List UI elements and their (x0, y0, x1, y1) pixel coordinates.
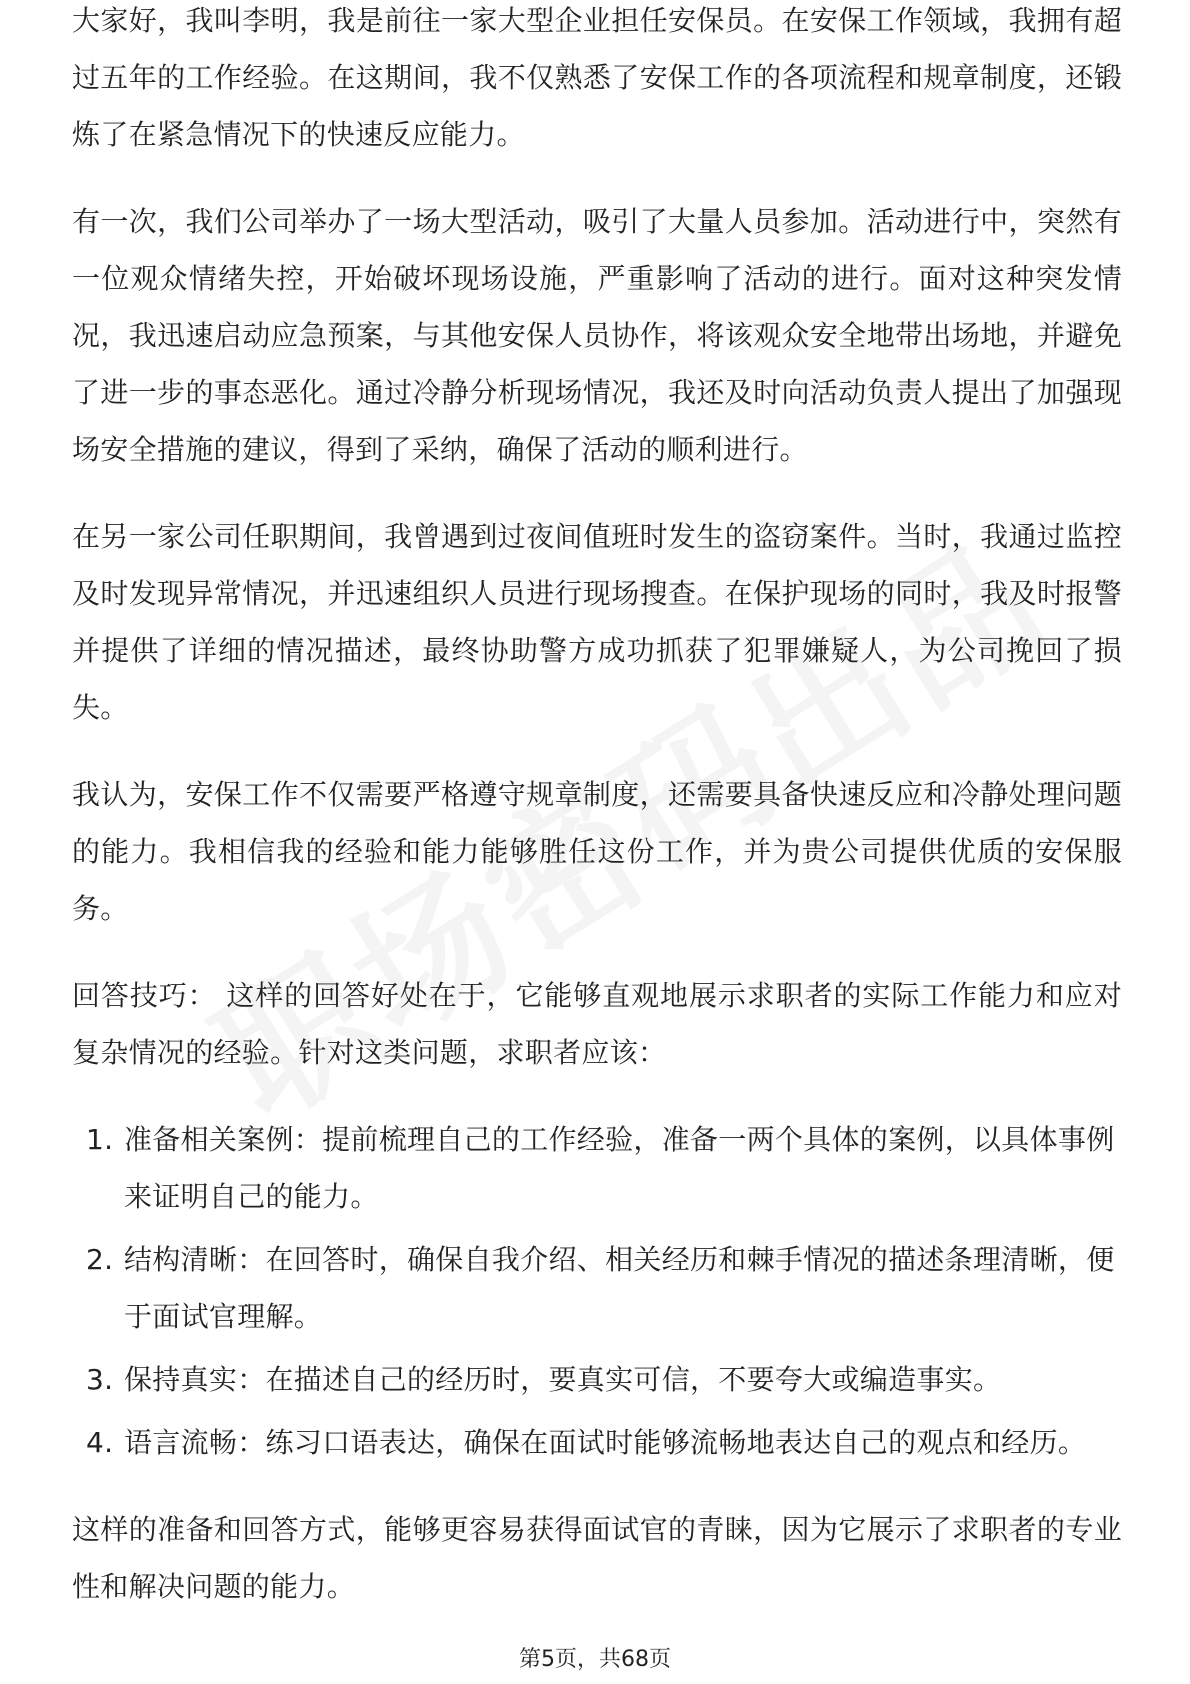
paragraph-answer-tips: 回答技巧： 这样的回答好处在于，它能够直观地展示求职者的实际工作能力和应对复杂情况的经验。针对这类问题，求职者应该： (72, 979, 1122, 1069)
list-item-text: 准备相关案例：提前梳理自己的工作经验，准备一两个具体的案例，以具体事例来证明自己的能力。 (124, 1123, 1115, 1213)
paragraph-intro: 大家好，我叫李明，我是前往一家大型企业担任安保员。在安保工作领域，我拥有超过五年的工作经验。在这期间，我不仅熟悉了安保工作的各项流程和规章制度，还锻炼了在紧急情况下的快速反应能力。 (72, 4, 1122, 151)
tips-list (72, 1111, 1122, 1471)
list-item-number: 4. (86, 1426, 114, 1459)
paragraph-closing: 这样的准备和回答方式，能够更容易获得面试官的青睐，因为它展示了求职者的专业性和解决问题的能力。 (72, 1513, 1122, 1603)
page-number-footer: 第5页，共68页 (519, 1647, 671, 1672)
list-item-text: 保持真实：在描述自己的经历时，要真实可信，不要夸大或编造事实。 (124, 1363, 1002, 1396)
list-item-text: 语言流畅：练习口语表达，确保在面试时能够流畅地表达自己的观点和经历。 (124, 1426, 1087, 1459)
list-item (72, 1351, 1122, 1408)
list-item-number: 2. (86, 1243, 114, 1276)
list-item-number: 1. (86, 1123, 114, 1156)
paragraph-event-incident: 有一次，我们公司举办了一场大型活动，吸引了大量人员参加。活动进行中，突然有一位观众情绪失控，开始破坏现场设施，严重影响了活动的进行。面对这种突发情况，我迅速启动应急预案，与其他安保人员协作，将该观众安全地带出场地，并避免了进一步的事态恶化。通过冷静分析现场情况，我还及时向活动负责人提出了加强现场安全措施的建议，得到了采纳，确保了活动的顺利进行。 (72, 205, 1122, 466)
list-item (72, 1111, 1122, 1225)
document-body (72, 4, 1122, 1645)
paragraph-conclusion: 我认为，安保工作不仅需要严格遵守规章制度，还需要具备快速反应和冷静处理问题的能力。我相信我的经验和能力能够胜任这份工作，并为贵公司提供优质的安保服务。 (72, 778, 1122, 925)
list-item-text: 结构清晰：在回答时，确保自我介绍、相关经历和棘手情况的描述条理清晰，便于面试官理解。 (124, 1243, 1115, 1333)
paragraph-theft-incident: 在另一家公司任职期间，我曾遇到过夜间值班时发生的盗窃案件。当时，我通过监控及时发现异常情况，并迅速组织人员进行现场搜查。在保护现场的同时，我及时报警并提供了详细的情况描述，最终协助警方成功抓获了犯罪嫌疑人，为公司挽回了损失。 (72, 520, 1122, 724)
list-item (72, 1414, 1122, 1471)
list-item-number: 3. (86, 1363, 114, 1396)
list-item (72, 1231, 1122, 1345)
